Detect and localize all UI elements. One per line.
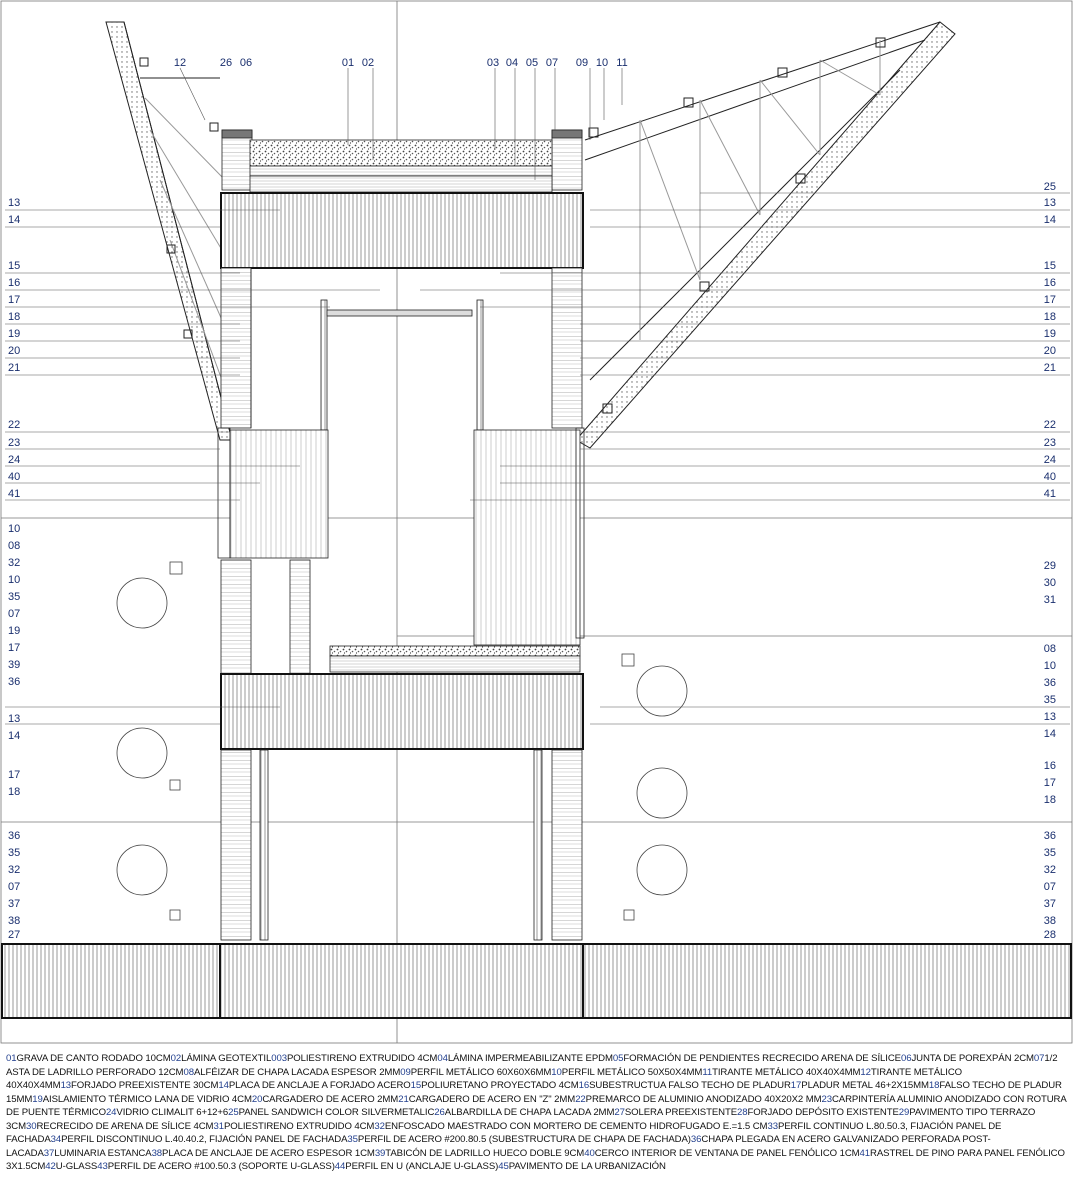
legend-text: PERFIL METÁLICO 60X60X6MM: [410, 1066, 552, 1078]
lower-walls: [221, 750, 582, 940]
legend-text: PANEL SANDWICH COLOR SILVERMETALIC: [238, 1107, 435, 1118]
legend-number: 45: [498, 1161, 509, 1172]
callout-left-24: 24: [8, 454, 21, 466]
legend-text: FORJADO PREEXISTENTE 30CM: [71, 1080, 219, 1091]
callout-right-32: 32: [1043, 864, 1056, 876]
legend-text: RECRECIDO DE ARENA DE SÍLICE 4CM: [36, 1120, 214, 1132]
legend-text: LUMINARIA ESTANCA: [54, 1147, 152, 1159]
callout-top-04: 04: [505, 57, 519, 69]
callout-right-41: 41: [1043, 488, 1056, 500]
callout-left-17: 17: [8, 642, 21, 654]
left-inclined-fin: [106, 22, 232, 440]
legend-text: VIDRIO CLIMALIT 6+12+6: [116, 1107, 229, 1118]
callout-top-11: 11: [616, 57, 628, 69]
legend-text: AISLAMIENTO TÉRMICO LANA DE VIDRIO 4CM: [42, 1093, 252, 1105]
legend-number: 02: [170, 1053, 182, 1064]
upper-walls: [221, 268, 582, 430]
callout-top-10: 10: [595, 57, 609, 69]
callout-right-20: 20: [1043, 345, 1056, 357]
callout-right-19: 19: [1043, 328, 1056, 340]
legend-number: 22: [575, 1093, 586, 1105]
legend-number: 09: [400, 1066, 411, 1078]
legend-number: 33: [767, 1120, 778, 1132]
callout-right-13: 13: [1043, 197, 1056, 209]
legend-number: 39: [374, 1147, 386, 1159]
legend-text: PERFIL DISCONTINUO L.40.40.2, FIJACIÓN PANEL DE FACHADA: [61, 1134, 348, 1145]
legend-text: TABICÓN DE LADRILLO HUECO DOBLE 9CM: [385, 1147, 585, 1159]
callout-left-35: 35: [8, 591, 21, 603]
legend-number: 07: [1033, 1053, 1045, 1064]
legend-number: 36: [690, 1134, 702, 1145]
callout-left-37: 37: [8, 898, 21, 910]
callout-right-29: 29: [1043, 560, 1056, 572]
legend-number: 29: [898, 1107, 910, 1118]
callout-left-10: 10: [8, 574, 21, 586]
legend-number: 01: [6, 1053, 17, 1064]
callout-top-02: 02: [361, 57, 375, 69]
callout-left-19: 19: [8, 328, 21, 340]
callout-left-21: 21: [8, 362, 21, 374]
legend-number: 21: [398, 1093, 409, 1105]
callout-right-36: 36: [1043, 677, 1056, 689]
callout-right-35: 35: [1043, 694, 1056, 706]
legend-number: 38: [151, 1147, 163, 1159]
legend-number: 17: [790, 1080, 802, 1091]
legend-text: LÁMINA GEOTEXTIL: [181, 1053, 272, 1064]
legend-number: 18: [928, 1080, 940, 1091]
legend-number: 003: [271, 1053, 287, 1064]
legend-number: 14: [218, 1080, 229, 1091]
legend-number: 04: [437, 1053, 448, 1064]
legend-text: PERFIL METÁLICO 50X50X4MM: [561, 1066, 703, 1078]
callout-left-19: 19: [8, 625, 21, 637]
callout-left-36: 36: [8, 676, 21, 688]
callout-right-18: 18: [1043, 794, 1056, 806]
callout-left-10: 10: [8, 523, 21, 535]
callout-left-07: 07: [8, 881, 21, 893]
upper-windows: [218, 428, 584, 645]
legend-number: 13: [60, 1080, 72, 1091]
callout-top-06: 06: [239, 57, 253, 69]
callout-left-40: 40: [8, 471, 21, 483]
callout-right-36: 36: [1043, 830, 1056, 842]
callout-right-23: 23: [1043, 437, 1056, 449]
legend-number: 35: [347, 1134, 358, 1145]
callout-top-12: 12: [173, 57, 187, 69]
legend-number: 24: [105, 1107, 117, 1118]
legend-text: ALBARDILLA DE CHAPA LACADA 2MM: [444, 1107, 615, 1118]
legend-text: POLIURETANO PROYECTADO 4CM: [421, 1080, 579, 1091]
legend-text: PERFIL CONTINUO L.80.50.3, FIJACIÓN PANEL DE FACHADA: [6, 1120, 1002, 1145]
callout-top-05: 05: [525, 57, 539, 69]
legend-number: 40: [584, 1147, 595, 1159]
legend-number: 15: [410, 1080, 422, 1091]
callout-left-18: 18: [8, 311, 21, 323]
callout-left-23: 23: [8, 437, 21, 449]
callout-left-32: 32: [8, 864, 21, 876]
legend-number: 27: [614, 1107, 625, 1118]
callout-right-31: 31: [1043, 594, 1056, 606]
middle-slab: [221, 674, 583, 749]
legend-text: CHAPA PLEGADA EN ACERO GALVANIZADO PERFORADA POST-LACADA: [6, 1134, 991, 1159]
callout-left-32: 32: [8, 557, 21, 569]
legend-number: 26: [434, 1107, 445, 1118]
legend-number: 30: [25, 1120, 37, 1132]
roof-build-up: [222, 130, 582, 192]
legend-text: PLACA DE ANCLAJE A FORJADO ACERO: [228, 1080, 411, 1091]
legend-text: FORJADO DEPÓSITO EXISTENTE: [747, 1107, 899, 1118]
legend-text: POLIESTIRENO EXTRUDIDO 4CM: [286, 1053, 438, 1064]
callout-top-01: 01: [341, 57, 355, 69]
legend-number: 34: [50, 1134, 62, 1145]
legend-text: SOLERA PREEXISTENTE: [624, 1107, 738, 1118]
legend: [6, 1052, 1068, 1174]
right-inclined-fin: [576, 22, 955, 448]
legend-number: 06: [900, 1053, 912, 1064]
callout-left-17: 17: [8, 294, 21, 306]
legend-number: 08: [183, 1066, 194, 1078]
legend-number: 31: [213, 1120, 224, 1132]
callout-right-37: 37: [1043, 898, 1056, 910]
callout-left-14: 14: [8, 214, 21, 226]
callout-top-09: 09: [575, 57, 589, 69]
callout-right-17: 17: [1043, 294, 1056, 306]
legend-text: CARGADERO DE ACERO 2MM: [262, 1093, 399, 1105]
legend-text: ALFÉIZAR DE CHAPA LACADA ESPESOR 2MM: [193, 1066, 401, 1078]
callout-left-27: 27: [8, 929, 21, 941]
callout-right-14: 14: [1043, 728, 1056, 740]
callout-right-28: 28: [1043, 929, 1056, 941]
legend-number: 43: [97, 1161, 108, 1172]
legend-text: CARPINTERÍA ALUMINIO ANODIZADO CON ROTURA DE PUENTE TÉRMICO: [6, 1093, 1067, 1118]
legend-text: RASTREL DE PINO PARA PANEL FENÓLICO 3X1.5CM: [6, 1147, 1065, 1172]
callout-left-38: 38: [8, 915, 21, 927]
callout-top-03: 03: [486, 57, 500, 69]
callout-left-20: 20: [8, 345, 21, 357]
callout-right-22: 22: [1043, 419, 1056, 431]
legend-text: PLADUR METAL 46+2X15MM: [801, 1080, 929, 1091]
legend-text: PREMARCO DE ALUMINIO ANODIZADO 40X20X2 MM: [585, 1093, 822, 1105]
callout-right-16: 16: [1043, 277, 1056, 289]
legend-number: 44: [334, 1161, 346, 1172]
callout-right-40: 40: [1043, 471, 1056, 483]
legend-number: 23: [821, 1093, 832, 1105]
callout-left-41: 41: [8, 488, 21, 500]
legend-text: 1/2 ASTA DE LADRILLO PERFORADO 12CM: [6, 1053, 1058, 1078]
legend-text: PAVIMENTO DE LA URBANIZACIÓN: [508, 1161, 666, 1172]
legend-text: CARGADERO DE ACERO EN "Z" 2MM: [408, 1093, 576, 1105]
legend-text: LÁMINA IMPERMEABILIZANTE EPDM: [447, 1053, 613, 1064]
legend-text: JUNTA DE POREXPÁN 2CM: [911, 1053, 1034, 1064]
callout-right-18: 18: [1043, 311, 1056, 323]
callout-left-39: 39: [8, 659, 21, 671]
legend-text: CERCO INTERIOR DE VENTANA DE PANEL FENÓLICO 1CM: [594, 1147, 860, 1159]
legend-number: 41: [859, 1147, 871, 1159]
callout-right-15: 15: [1043, 260, 1056, 272]
legend-number: 42: [45, 1161, 56, 1172]
upper-slab: [221, 193, 583, 268]
callout-left-22: 22: [8, 419, 21, 431]
callout-left-36: 36: [8, 830, 21, 842]
legend-text: TIRANTE METÁLICO 40X40X4MM: [712, 1066, 861, 1078]
callout-right-10: 10: [1043, 660, 1056, 672]
callout-right-13: 13: [1043, 711, 1056, 723]
callout-right-21: 21: [1043, 362, 1056, 374]
callout-top-07: 07: [545, 57, 559, 69]
callout-left-15: 15: [8, 260, 21, 272]
callout-right-24: 24: [1043, 454, 1056, 466]
legend-text: FORMACIÓN DE PENDIENTES RECRECIDO ARENA DE SÍLICE: [623, 1053, 901, 1064]
callout-left-35: 35: [8, 847, 21, 859]
legend-number: 10: [551, 1066, 562, 1078]
callout-right-25: 25: [1043, 181, 1056, 193]
legend-text: SUBESTRUCTUA FALSO TECHO DE PLADUR: [589, 1080, 791, 1091]
callout-right-17: 17: [1043, 777, 1056, 789]
legend-number: 16: [578, 1080, 590, 1091]
callout-right-14: 14: [1043, 214, 1056, 226]
legend-text: U-GLASS: [55, 1161, 98, 1172]
legend-number: 25: [228, 1107, 239, 1118]
callout-left-13: 13: [8, 197, 21, 209]
legend-number: 28: [737, 1107, 748, 1118]
callout-right-16: 16: [1043, 760, 1056, 772]
callout-right-35: 35: [1043, 847, 1056, 859]
callout-left-18: 18: [8, 786, 21, 798]
callout-right-08: 08: [1043, 643, 1056, 655]
legend-number: 32: [374, 1120, 385, 1132]
callout-right-30: 30: [1043, 577, 1056, 589]
legend-text: ENFOSCADO MAESTRADO CON MORTERO DE CEMENTO HIDROFUGADO E.=1.5 CM: [384, 1120, 768, 1132]
legend-text: POLIESTIRENO EXTRUDIDO 4CM: [223, 1120, 375, 1132]
legend-number: 05: [612, 1053, 624, 1064]
callout-left-14: 14: [8, 730, 21, 742]
callout-right-07: 07: [1043, 881, 1056, 893]
callout-left-13: 13: [8, 713, 21, 725]
callout-left-16: 16: [8, 277, 21, 289]
legend-text: PERFIL DE ACERO #100.50.3 (SOPORTE U-GLASS): [107, 1161, 335, 1172]
legend-text: PERFIL DE ACERO #200.80.5 (SUBESTRUCTURA DE CHAPA DE FACHADA): [357, 1134, 691, 1145]
callout-top-26: 26: [219, 57, 233, 69]
legend-text: TIRANTE METÁLICO 40X40X4MM: [6, 1066, 963, 1091]
legend-text: PERFIL EN U (ANCLAJE U-GLASS): [345, 1161, 499, 1172]
legend-text: GRAVA DE CANTO RODADO 10CM: [16, 1053, 171, 1064]
callout-right-38: 38: [1043, 915, 1056, 927]
legend-number: 20: [251, 1093, 263, 1105]
legend-text: FALSO TECHO DE PLADUR 15MM: [6, 1080, 1062, 1105]
callout-left-17: 17: [8, 769, 21, 781]
callout-left-07: 07: [8, 608, 21, 620]
callout-left-08: 08: [8, 540, 21, 552]
legend-text: PLACA DE ANCLAJE DE ACERO ESPESOR 1CM: [162, 1147, 375, 1159]
legend-text: PAVIMENTO TIPO TERRAZO 3CM: [6, 1107, 1036, 1132]
legend-number: 11: [702, 1066, 713, 1078]
legend-number: 19: [32, 1093, 43, 1105]
legend-number: 37: [43, 1147, 55, 1159]
ground-slab: [2, 944, 1071, 1018]
legend-number: 12: [860, 1066, 871, 1078]
